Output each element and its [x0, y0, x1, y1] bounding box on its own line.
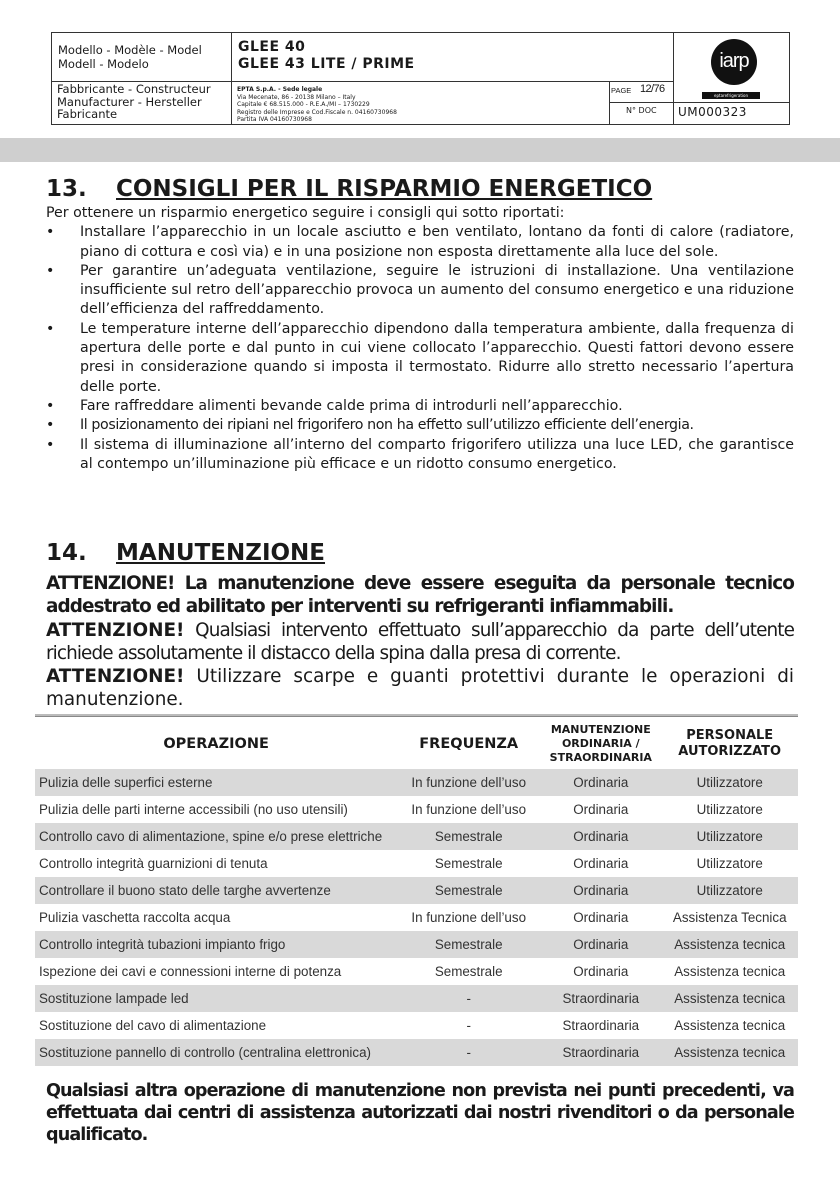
- list-item: • Il sistema di illuminazione all’interno del comparto frigorifero utilizza una luce LED, che garantisce al contempo un’illuminazione più efficace e un ridotto consumo energetico.: [46, 436, 794, 475]
- cell-operation: Pulizia vaschetta raccolta acqua: [39, 910, 231, 925]
- column-header-personale: PERSONALE AUTORIZZATO: [678, 727, 782, 759]
- table-row: [35, 904, 798, 931]
- table-row: [35, 1039, 798, 1066]
- warning-2-text: Qualsiasi intervento effettuato sull’apparecchio da parte dell’utente richiede assolutamente il distacco della spina dalla presa di corrente.: [46, 619, 794, 664]
- model-label-line-1: Modello - Modèle - Model: [58, 43, 202, 57]
- cell-type: Ordinaria: [573, 856, 629, 871]
- cell-type: Ordinaria: [540, 823, 661, 850]
- warning-3-text: Utilizzare scarpe e guanti protettivi durante le operazioni di manutenzione.: [46, 666, 794, 711]
- table-top-rule: [35, 714, 798, 717]
- cell-frequency: Semestrale: [397, 931, 540, 958]
- cell-type: Ordinaria: [540, 931, 661, 958]
- cell-type: Ordinaria: [573, 964, 629, 979]
- cell-frequency: Semestrale: [434, 856, 503, 871]
- maintenance-table-wrapper: [35, 718, 798, 1066]
- cell-personnel: Assistenza tecnica: [674, 1018, 786, 1033]
- company-line-4: Registro delle Imprese e Cod.Fiscale n. 04160730968: [237, 108, 397, 116]
- table-row: [35, 1012, 798, 1039]
- model-name: [233, 36, 623, 76]
- list-item: • Fare raffreddare alimenti bevande calde prima di introdurli nell’apparecchio.: [46, 397, 794, 416]
- list-item: • Il posizionamento dei ripiani nel frigorifero non ha effetto sull’utilizzo efficiente dell’energia.: [46, 416, 794, 435]
- section-13-intro: Per ottenere un risparmio energetico seguire i consigli qui sotto riportati:: [46, 205, 565, 221]
- manufacturer-label: [53, 82, 237, 124]
- model-label: [54, 40, 234, 74]
- cell-frequency: Semestrale: [397, 877, 540, 904]
- cell-operation: Controllo cavo di alimentazione, spine e/o prese elettriche: [35, 823, 397, 850]
- cell-type: Straordinaria: [540, 985, 661, 1012]
- company-line-5: Partita IVA 04160730968: [237, 116, 312, 123]
- table-row: [35, 958, 798, 985]
- manufacturer-label-line-1: Fabbricante - Constructeur: [57, 82, 211, 96]
- table-row: [35, 823, 798, 850]
- cell-frequency: Semestrale: [397, 823, 540, 850]
- table-row: [35, 769, 798, 796]
- page-number: 12/76: [640, 83, 665, 95]
- logo-subtitle-text: eptarefrigeration: [714, 93, 748, 98]
- model-label-line-2: Modell - Modelo: [58, 57, 149, 71]
- model-name-line-1: GLEE 40: [238, 39, 306, 55]
- cell-operation: Sostituzione del cavo di alimentazione: [39, 1018, 267, 1033]
- cell-operation: Sostituzione lampade led: [35, 985, 397, 1012]
- model-name-line-2: GLEE 43 LITE / PRIME: [238, 56, 415, 72]
- column-header-operazione: OPERAZIONE: [163, 735, 269, 752]
- cell-frequency: -: [466, 1018, 471, 1033]
- maintenance-table: [35, 718, 798, 1066]
- logo-subtitle: [702, 92, 760, 99]
- header-separator-bar: [0, 138, 840, 162]
- cell-type: Ordinaria: [573, 910, 629, 925]
- cell-personnel: Utilizzatore: [661, 823, 798, 850]
- header-table: [51, 32, 790, 125]
- manufacturer-label-line-2: Manufacturer - Hersteller: [57, 94, 202, 109]
- cell-personnel: Assistenza tecnica: [674, 964, 786, 979]
- company-line-2: Via Mecenate, 86 - 20138 Milano – Italy: [237, 93, 356, 101]
- logo-text: iarp: [719, 50, 749, 72]
- warning-1: ATTENZIONE! La manutenzione deve essere eseguita da personale tecnico addestrato ed abilitato per interventi su refrigeranti infiammabili.: [46, 573, 794, 618]
- section-14-title: MANUTENZIONE: [116, 540, 326, 566]
- section-13-body: [46, 204, 794, 474]
- manufacturer-label-line-3: Fabricante: [57, 107, 118, 121]
- page-label: PAGE: [611, 86, 632, 95]
- table-row: [35, 796, 798, 823]
- cell-frequency: -: [397, 1039, 540, 1066]
- cell-operation: Ispezione dei cavi e connessioni interne di potenza: [39, 964, 342, 979]
- company-line-1: EPTA S.p.A. - Sede legale: [237, 86, 323, 93]
- section-14-warnings: [46, 572, 794, 712]
- logo-circle: [711, 39, 757, 85]
- section-13-title: CONSIGLI PER IL RISPARMIO ENERGETICO: [116, 176, 653, 202]
- cell-frequency: -: [397, 985, 540, 1012]
- cell-personnel: Assistenza tecnica: [661, 985, 798, 1012]
- section-14-number: 14.: [46, 540, 87, 566]
- table-row: [35, 877, 798, 904]
- cell-frequency: Semestrale: [434, 964, 503, 979]
- company-line-3: Capitale € 68.515.000 - R.E.A./MI – 1730229: [237, 101, 370, 108]
- cell-personnel: Assistenza tecnica: [661, 1039, 798, 1066]
- cell-type: Ordinaria: [540, 769, 661, 796]
- cell-operation: Controllo integrità tubazioni impianto frigo: [35, 931, 397, 958]
- cell-operation: Pulizia delle parti interne accessibili (no uso utensili): [39, 802, 348, 817]
- section-14-heading: [46, 540, 325, 566]
- cell-type: Ordinaria: [540, 877, 661, 904]
- cell-operation: Controllo integrità guarnizioni di tenuta: [39, 856, 268, 871]
- column-header-manutenzione: MANUTENZIONE ORDINARIA / STRAORDINARIA: [549, 722, 652, 764]
- cell-personnel: Utilizzatore: [696, 856, 763, 871]
- cell-operation: Pulizia delle superfici esterne: [35, 769, 397, 796]
- cell-operation: Controllare il buono stato delle targhe avvertenze: [35, 877, 397, 904]
- doc-number: UM000323: [678, 105, 747, 119]
- company-info: [233, 83, 611, 127]
- warning-3: [46, 665, 794, 712]
- section-13-number: 13.: [46, 176, 87, 202]
- warning-2-label: ATTENZIONE!: [46, 619, 185, 641]
- table-row: [35, 931, 798, 958]
- cell-personnel: Assistenza tecnica: [661, 931, 798, 958]
- cell-personnel: Utilizzatore: [661, 769, 798, 796]
- cell-personnel: Utilizzatore: [696, 802, 763, 817]
- column-header-frequenza: FREQUENZA: [419, 735, 519, 752]
- footer-note: Qualsiasi altra operazione di manutenzione non prevista nei punti precedenti, va effettuata dai centri di assistenza autorizzati dai nostri rivenditori o da personale qualificato.: [46, 1081, 794, 1145]
- cell-personnel: Assistenza Tecnica: [672, 910, 787, 925]
- cell-operation: Sostituzione pannello di controllo (centralina elettronica): [35, 1039, 397, 1066]
- list-item: • Per garantire un’adeguata ventilazione, seguire le istruzioni di installazione. Una ventilazione insufficiente sul retro dell’apparecchio provoca un aumento del consumo energetico e una riduzione dell’efficienza del raffreddamento.: [46, 262, 794, 320]
- iarp-logo: [711, 39, 761, 89]
- energy-tips-list: [46, 223, 794, 474]
- cell-frequency: In funzione dell’uso: [411, 802, 527, 817]
- section-13-heading: [46, 176, 652, 202]
- list-item: • Installare l’apparecchio in un locale asciutto e ben ventilato, lontano da fonti di calore (radiatore, piano di cottura e così via) e in una posizione non esposta direttamente alla luce del sole.: [46, 223, 794, 262]
- list-item: • Le temperature interne dell’apparecchio dipendono dalla temperatura ambiente, dalla frequenza di apertura delle porte e dal punto in cui viene collocato l’apparecchio. Questi fattori devono essere presi in considerazione quando si imposta il termostato. Ridurre allo stretto necessario l’apertura delle porte.: [46, 320, 794, 397]
- warning-3-label: ATTENZIONE!: [46, 666, 185, 688]
- cell-frequency: In funzione dell’uso: [397, 769, 540, 796]
- cell-type: Straordinaria: [562, 1018, 640, 1033]
- cell-type: Ordinaria: [573, 802, 629, 817]
- cell-frequency: In funzione dell’uso: [411, 910, 527, 925]
- cell-personnel: Utilizzatore: [661, 877, 798, 904]
- doc-label: N° DOC: [626, 106, 657, 115]
- table-row: [35, 985, 798, 1012]
- table-row: [35, 850, 798, 877]
- cell-type: Straordinaria: [540, 1039, 661, 1066]
- warning-2: [46, 619, 794, 666]
